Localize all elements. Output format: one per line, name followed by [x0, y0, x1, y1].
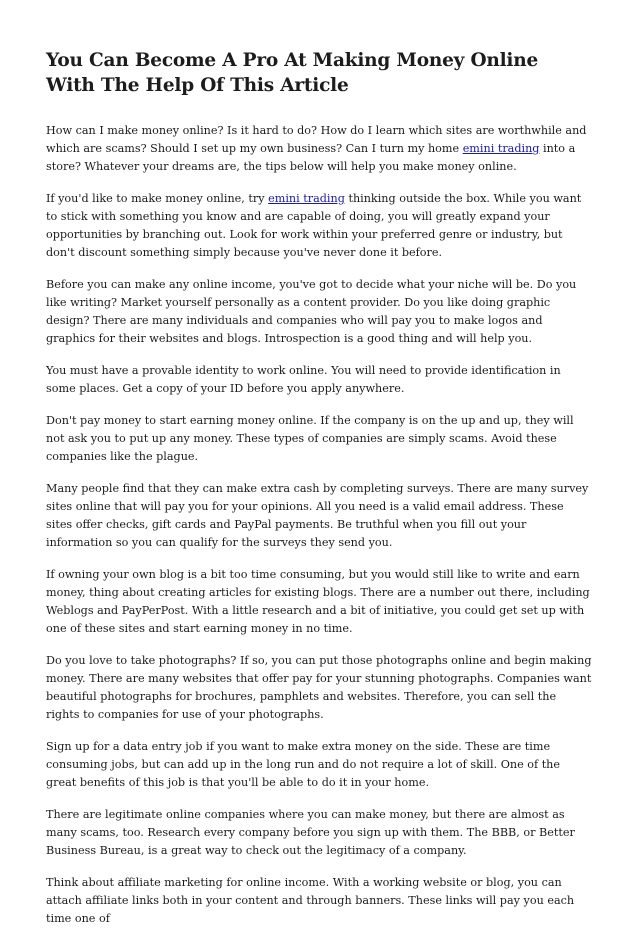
paragraph-dont-pay: Don't pay money to start earning money online. If the company is on the up and up, they will not ask you to put up any money. These types of companies are simply scams. Avoid these companies like the plague.: [46, 414, 574, 463]
paragraph-think-outside-box: [46, 190, 592, 262]
emini-trading-link[interactable]: emini trading: [462, 142, 540, 155]
paragraph-blogs: If owning your own blog is a bit too time consuming, but you would still like to write and earn money, thing about creating articles for existing blogs. There are a number out there, including Weblogs and PayPerPost. With a little research and a bit of initiative, you could get set up with one of these sites and start earning money in no time.: [46, 568, 590, 635]
paragraph-photographs: Do you love to take photographs? If so, you can put those photographs online and begin making money. There are many websites that offer pay for your stunning photographs. Companies want beautiful photographs for brochures, pamphlets and websites. Therefore, you can sell the rights to companies for use of your photographs.: [46, 654, 592, 721]
paragraph-text: into a store? Whatever your dreams are, the tips below will help you make money online.: [46, 142, 576, 173]
paragraph-text: If you'd like to make money online, try: [46, 192, 269, 205]
paragraph-niche: Before you can make any online income, you've got to decide what your niche will be. Do you like writing? Market yourself personally as a content provider. Do you like doing graphic design? There are many individuals and companies who will pay you to make logos and graphics for their websites and blogs. Introspection is a good thing and will help you.: [46, 278, 577, 345]
paragraph-text: thinking outside the box. While you want to stick with something you know and are capable of doing, you will greatly expand your opportunities by branching out. Look for work within your preferred genre or industry, but don't discount something simply because you've never done it before.: [46, 192, 582, 259]
paragraph-data-entry: Sign up for a data entry job if you want to make extra money on the side. These are time consuming jobs, but can add up in the long run and do not require a lot of skill. One of the great benefits of this job is that you'll be able to do it in your home.: [46, 740, 561, 789]
paragraph-affiliate-marketing: Think about affiliate marketing for online income. With a working website or blog, you can attach affiliate links both in your content and through banners. These links will pay you each time one of: [46, 876, 575, 925]
paragraph-identity: You must have a provable identity to work online. You will need to provide identification in some places. Get a copy of your ID before you apply anywhere.: [46, 364, 561, 395]
paragraph-intro: [46, 122, 592, 176]
article-title: You Can Become A Pro At Making Money Online With The Help Of This Article: [46, 50, 539, 96]
paragraph-surveys: Many people find that they can make extra cash by completing surveys. There are many survey sites online that will pay you for your opinions. All you need is a valid email address. These sites offer checks, gift cards and PayPal payments. Be truthful when you fill out your information so you can qualify for the surveys they send you.: [46, 482, 589, 549]
emini-trading-link[interactable]: emini trading: [268, 192, 345, 205]
paragraph-text: How can I make money online? Is it hard to do? How do I learn which sites are worthwhile and which are scams? Should I set up my own business? Can I turn my home: [46, 124, 587, 155]
paragraph-legitimate-companies: There are legitimate online companies where you can make money, but there are almost as many scams, too. Research every company before you sign up with them. The BBB, or Better Business Bureau, is a great way to check out the legitimacy of a company.: [46, 808, 575, 857]
